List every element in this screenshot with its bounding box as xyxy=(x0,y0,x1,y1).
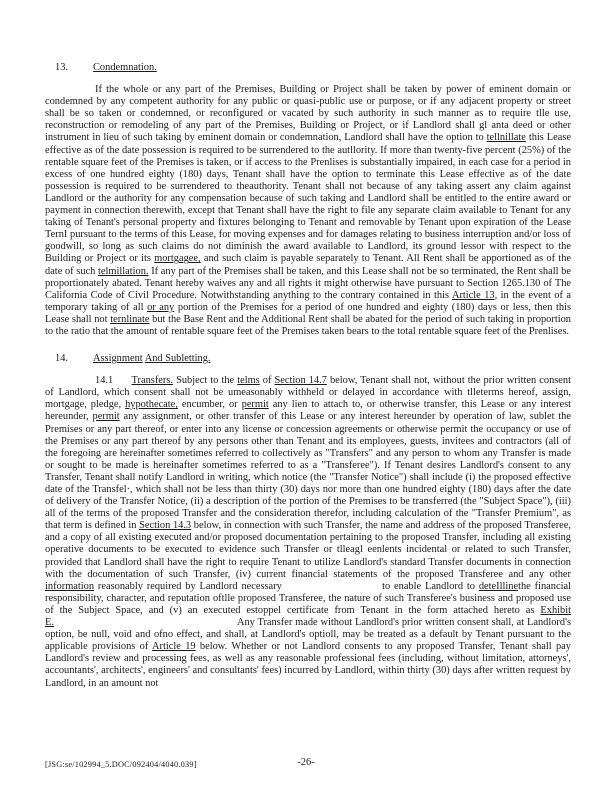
underlined-text: Transfers. xyxy=(131,375,174,387)
text-segment: but the Base Rent and the Additional Rent shall be abated for the period of such taking in proportion to the ratio that the amount of rentable square feet of the Premises taken bears to the total rentable square feet of the Prenlises. xyxy=(45,313,571,337)
underlined-text: permit xyxy=(241,399,269,411)
text-segment: this Lease effective as of the date possession is required to be surrendered to the autllority. If more than twenty-five percent (25%) of the rentable square feet of the Premises is taken, or if access to the Prenlises is substantially impaired, in each case for a period in excess of one hundred eighty (180) days, Tenant shall have the option to terminate this Lease effective as of the date possession is required to be surrendered to theauthority. Tenant shall not because of any taking assert any claim against Landlord or the authority for any compensation because of such taking and Landlord shall be entitled to the entire award or payment in connection therewith, except that Tenant shall have the right to file any separate claim available to Tenant for any taking of Tenant's personal property and fixtures belonging to Tenant and removable by Tenant upon expiration of the Lease TernI pursuant to the terms of this Lease, for moving expenses and for damages relating to business interruption and/or loss of goodwill, so long as such claims do not diminish the award available to Landlord, its ground lessor with respect to the Building or Project or its xyxy=(45,132,572,265)
underlined-text: permit xyxy=(92,411,120,423)
underlined-text: hypothecate, xyxy=(125,399,178,411)
text-segment: Any Transfer made without Landlord's prior written consent shall, at Landlord's option, be null, void and ofno effect, and shall, at Landlord's optioll, may be treated as a default by Tenant pursuant to the applicable provisions of xyxy=(45,617,571,653)
text-segment: the financial responsibility, character, and reputation oftlle proposed Transferee, the nature of such Transferee's business and proposed use of the Subject Space, and (v) an executed estoppel certificate from Tenant in the form attached hereto as xyxy=(45,580,571,616)
section-number: 13. xyxy=(55,62,68,73)
text-segment: Subject to the xyxy=(173,375,238,387)
text-segment: below. Whether or not Landlord consents to any proposed Transfer, Tenant shall pay Landlord's review and processing fees, as well as any reasonable professional fees (including, without limitation, attorneys', accountants', architects', engineers' and consultants' fees) incurred by Landlord, within thirty (30) days after written request by Landlord, in an amount not xyxy=(45,641,571,689)
text-segment: any assignment, or other transfer of this Lease or any interest hereunder by operation of law, sublet the Premises or any part thereof, or enter into any license or concession agreements or otherwise permit the occupancy or use of the Premises or any part thereof by any persons other than Tenant and its employees, guests, invitees and contractors (all of the foregoing are hereinafter sometimes referred to collectively as "Transfers" and any person to whom any Transfer is made or sought to be made is hereinafter sometimes referred to as a "Transferee"). If Tenant desires Landlord's consent to any Transfer, Tenant shall notify Landlord in writing, which notice (the "Transfer Notice") shall include (i) the proposed effective date of the Transfel·, which shall not be less than thirty (30) days nor more than one hundred eighty (180) days after the date of delivery of the Transfer Notice, (ii) a description of the portion of the Premises to be transferred (the "Subject Space"), (iii) all of the terms of the proposed Transfer and the consideration therefor, including calculation of the "Transfer Premium", as that term is defined in xyxy=(45,411,571,532)
document-body xyxy=(45,62,571,690)
section-number: 14. xyxy=(55,353,68,365)
underlined-text: or any xyxy=(147,301,175,313)
underlined-text: Article 13 xyxy=(451,289,495,301)
text-segment: of xyxy=(259,375,275,387)
text-segment: any lien to attach to, or otherwise transfer, this Lease or any interest hereunder, xyxy=(45,399,572,423)
text-segment: If the whole or any part of the Premises, Building or Project shall be taken by power of eminent domain or condemned by any competent authority for any public or quasi-public use or purpose, or if any adjacent property or street shall be so taken or condemned, or reconfigured or vacated by such authority in such manner as to require tlle use, reconstruction or remodeling of any part of the Premises, Building or Project, or if Landlord shall gl anta deed or other instrument in lieu of such taking by eminent domain or condemnation, Landlord shall have the option to xyxy=(45,84,571,144)
underlined-text: ternlinate xyxy=(110,313,150,325)
text-segment: encumber, or xyxy=(177,399,242,411)
paragraph xyxy=(45,84,571,338)
underlined-text: Article 19 xyxy=(152,641,196,653)
text-segment xyxy=(113,375,131,386)
section-heading xyxy=(55,62,571,74)
underlined-text: tellnillate xyxy=(486,132,526,144)
section-heading xyxy=(55,353,571,365)
section-title xyxy=(93,62,157,73)
underlined-text: deteIlline xyxy=(478,580,519,592)
underlined-text: Condemnation. xyxy=(93,62,157,73)
underlined-text: Assignment xyxy=(93,353,143,365)
section-title xyxy=(93,353,211,364)
paragraph xyxy=(45,375,571,689)
underlined-text: Exhibit E. xyxy=(45,604,571,629)
underlined-text: Section 14.7 xyxy=(274,375,327,387)
text-segment: portion of the Premises for a period of one hundred and eighty (180) days or less, then this Lease shall not xyxy=(45,301,571,325)
text-segment: and such claim is payable separately to Tenant. All Rent shall be apportioned as of the date of such xyxy=(45,253,571,277)
text-segment: reasonably required by Landlord necessary to enable Landlord to xyxy=(94,580,479,592)
underlined-text: Section 14.3 xyxy=(139,520,192,532)
footer-page-number: -26- xyxy=(297,757,315,768)
text-segment: If any part of the Premises shall be taken, and this Lease shall not be so terminated, the Rent shall be proportionately abated. Tenant hereby waives any and all rights it might otherwise have pursuant to Section 1265.130 of The California Code of Civil Procedure. Notwithstanding anything to the contrary contained in this xyxy=(45,265,571,301)
underlined-text: information xyxy=(45,580,95,592)
text-segment: , in the event of a temporary taking of all xyxy=(45,289,571,313)
text-segment: 14.1 xyxy=(95,375,114,387)
underlined-text: telmillation. xyxy=(98,265,149,277)
text-segment: below, in connection with such Transfer, the name and address of the proposed Transferee, and a copy of all existing executed and/or proposed documentation pertaining to the proposed Transfer, including all existing operative documents to be executed to evidence such Transfer or tlleagl eenlents incidental or related to such Transfer, provided that Landlord shall have the right to require Tenant to utilize Landlord's standard Transfer documents in connection with the documentation of such Transfer, (iv) current financial statements of the proposed Transferee and any other xyxy=(45,520,571,580)
text-segment: below, Tenant shall not, without the prior written consent of Landlord, which consent shall not be umeasonably withheld or delayed in accordance with tlleterms hereof, assign, mortgage, pledge, xyxy=(45,375,572,411)
footer-doc-id: [JSG:se/102994_5.DOC/092404/4040.039] xyxy=(45,760,197,769)
underlined-text: telms xyxy=(237,375,260,387)
underlined-text: mortgagee, xyxy=(154,253,201,265)
underlined-text: And Subletting. xyxy=(144,353,211,365)
